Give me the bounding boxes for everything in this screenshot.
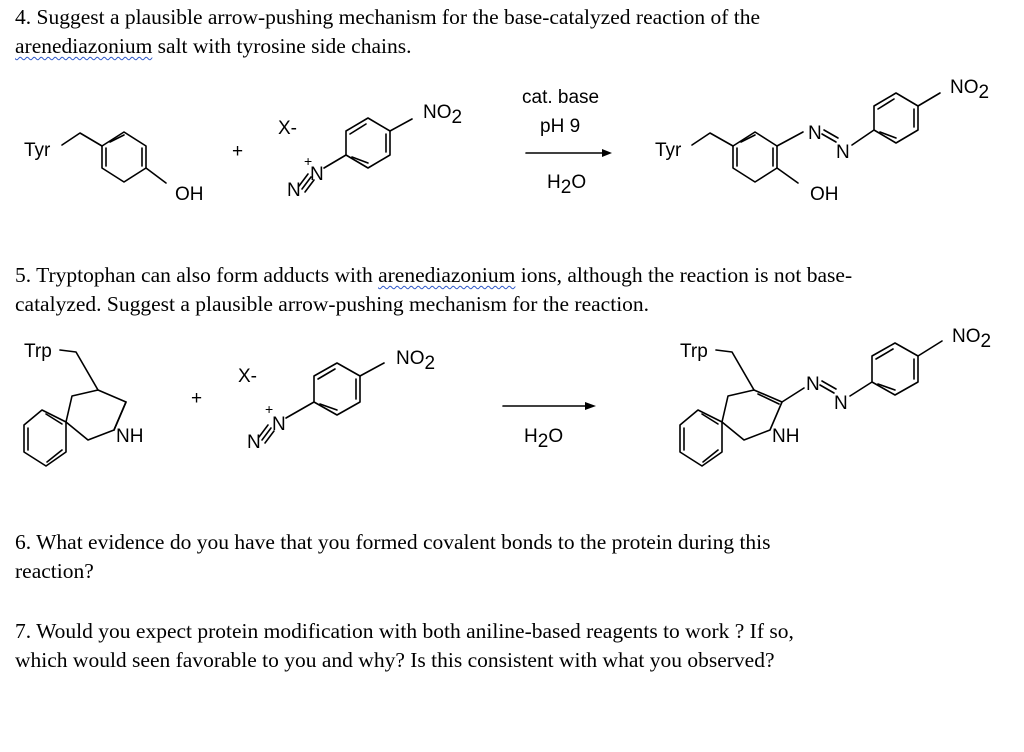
product-n1-1: N bbox=[808, 123, 822, 144]
diazo-n1-2: N bbox=[247, 432, 261, 453]
product-oh-label: OH bbox=[810, 184, 839, 205]
diazo-n2-2: N bbox=[272, 414, 286, 435]
reaction-arrow-1 bbox=[522, 87, 612, 198]
product-n1-2: N bbox=[806, 374, 820, 395]
charge-2: + bbox=[265, 401, 274, 417]
question-5-term: arenediazonium bbox=[378, 263, 516, 287]
counterion-2: X- bbox=[238, 366, 257, 387]
product-trp-label: Trp bbox=[680, 341, 708, 362]
nitro-label-2: NO2 bbox=[396, 348, 436, 374]
tyr-oh-label: OH bbox=[175, 184, 204, 205]
product-n2-1: N bbox=[836, 142, 850, 163]
question-7-line1: 7. Would you expect protein modification with both aniline-based reagents to work ? If so, bbox=[15, 619, 794, 643]
product-nitro-1: NO2 bbox=[950, 77, 990, 103]
product-nh-label: NH bbox=[772, 426, 800, 447]
question-4-line2-rest: salt with tyrosine side chains. bbox=[152, 34, 412, 58]
condition-cat-base: cat. base bbox=[522, 87, 600, 108]
question-6-line2: reaction? bbox=[15, 559, 94, 583]
trp-azo-product bbox=[680, 326, 991, 466]
reaction-arrow-2 bbox=[503, 402, 596, 452]
diazonium-structure-1 bbox=[278, 102, 462, 201]
question-5-line2: catalyzed. Suggest a plausible arrow-pushing mechanism for the reaction. bbox=[15, 292, 650, 316]
diazonium-structure-2 bbox=[238, 348, 435, 453]
question-5-line1-post: ions, although the reaction is not base- bbox=[515, 263, 853, 287]
nitro-label-1: NO2 bbox=[423, 102, 463, 128]
product-tyr-label: Tyr bbox=[655, 140, 682, 161]
product-n2-2: N bbox=[834, 393, 848, 414]
diazo-n1-1: N bbox=[287, 180, 301, 201]
question-5-line1-pre: 5. Tryptophan can also form adducts with bbox=[15, 263, 379, 287]
question-4-line1: 4. Suggest a plausible arrow-pushing mechanism for the base-catalyzed reaction of the bbox=[15, 5, 761, 29]
solvent-1: H2O bbox=[547, 172, 587, 198]
product-nitro-2: NO2 bbox=[952, 326, 992, 352]
scheme-tryptophan bbox=[24, 326, 991, 466]
trp-indole-structure bbox=[24, 341, 143, 466]
plus-sign-2: + bbox=[191, 388, 203, 409]
counterion-1: X- bbox=[278, 118, 297, 139]
trp-label: Trp bbox=[24, 341, 52, 362]
plus-sign-1: + bbox=[232, 141, 244, 162]
charge-1: + bbox=[304, 153, 313, 169]
tyr-azo-product bbox=[655, 77, 989, 205]
trp-nh-label: NH bbox=[116, 426, 144, 447]
scheme-tyrosine bbox=[24, 77, 989, 205]
question-4-term: arenediazonium bbox=[15, 34, 153, 58]
condition-ph: pH 9 bbox=[540, 116, 581, 137]
diazo-n2-1: N bbox=[310, 164, 324, 185]
solvent-2: H2O bbox=[524, 426, 564, 452]
question-6-line1: 6. What evidence do you have that you formed covalent bonds to the protein during this bbox=[15, 530, 771, 554]
tyr-label: Tyr bbox=[24, 140, 51, 161]
question-7-line2: which would seen favorable to you and why? Is this consistent with what you observed? bbox=[15, 648, 775, 672]
tyr-phenol-structure bbox=[24, 132, 204, 205]
